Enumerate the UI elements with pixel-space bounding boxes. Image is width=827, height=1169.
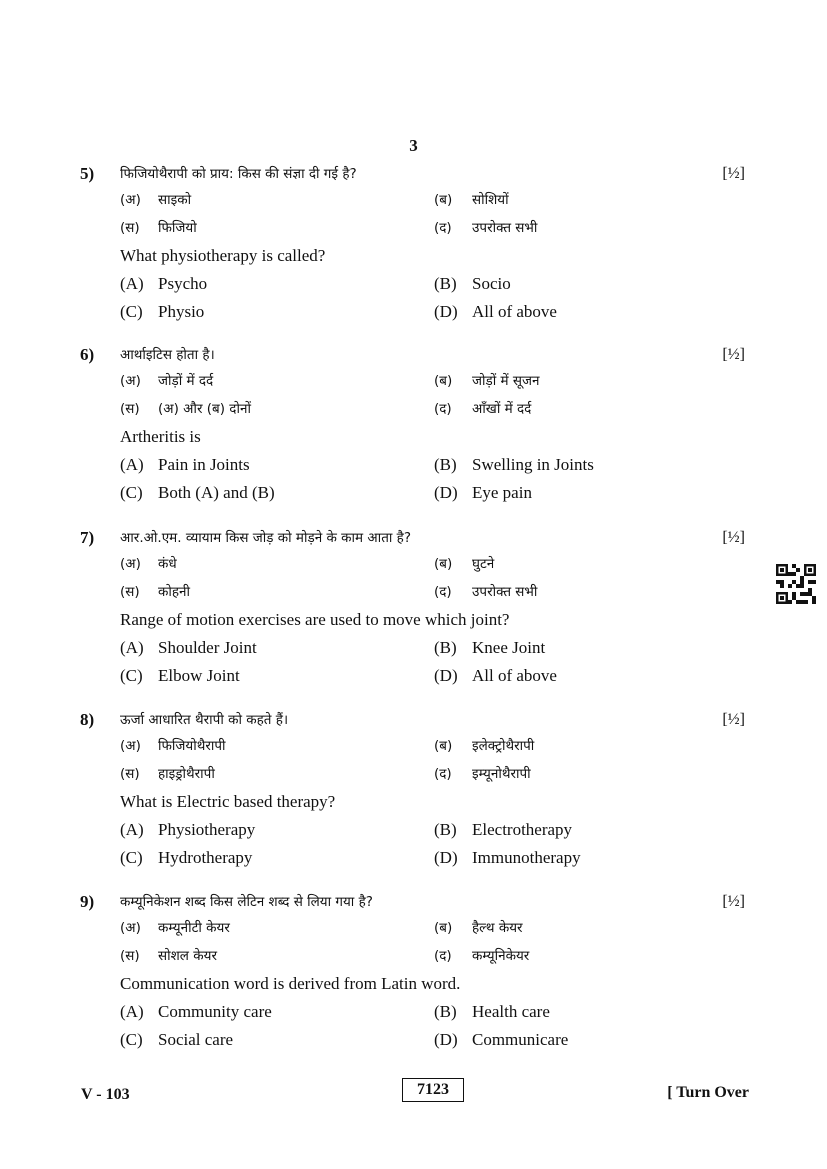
hindi-option: (अ) कम्यूनीटी केयर (120, 920, 230, 936)
english-option: (B) Health care (434, 1002, 550, 1021)
english-option: (A) Community care (120, 1002, 272, 1021)
english-option: (B) Electrotherapy (434, 820, 573, 839)
qr-code-icon (776, 564, 816, 604)
question-number: 7) (80, 528, 95, 547)
question-6 (80, 343, 750, 507)
hindi-option: (अ) फिजियोथैरापी (120, 738, 226, 754)
hindi-option: (द) इम्यूनोथैरापी (434, 766, 531, 782)
question-number: 6) (80, 345, 95, 364)
english-option: (D) Immunotherapy (434, 848, 581, 867)
marks: [½] (722, 346, 745, 363)
english-option: (A) Psycho (120, 274, 208, 293)
hindi-option: (द) कम्यूनिकेयर (434, 948, 530, 964)
marks: [½] (722, 893, 745, 910)
marks: [½] (722, 529, 745, 546)
paper-code: V - 103 (81, 1086, 130, 1103)
hindi-option: (स) कोहनी (120, 584, 191, 600)
serial-code-box: 7123 (402, 1078, 464, 1102)
hindi-option: (अ) कंधे (120, 556, 177, 572)
english-option: (D) Communicare (434, 1030, 569, 1049)
english-option: (C) Physio (120, 302, 205, 321)
english-option: (C) Hydrotherapy (120, 848, 253, 867)
question-number: 5) (80, 164, 95, 183)
hindi-option: (ब) घुटने (434, 556, 495, 572)
hindi-option: (द) आँखों में दर्द (434, 401, 532, 417)
hindi-option: (अ) जोड़ों में दर्द (120, 373, 214, 389)
hindi-option: (द) उपरोक्त सभी (434, 220, 538, 236)
question-number: 8) (80, 710, 95, 729)
question-8 (80, 708, 750, 872)
english-option: (C) Both (A) and (B) (120, 483, 275, 502)
english-option: (B) Swelling in Joints (434, 455, 594, 474)
hindi-question-text: आर्थाइटिस होता है। (120, 347, 215, 363)
english-option: (B) Knee Joint (434, 638, 546, 657)
hindi-option: (ब) सोशियों (434, 192, 509, 208)
english-option: (C) Elbow Joint (120, 666, 240, 685)
english-question-text: Communication word is derived from Latin word. (120, 974, 461, 993)
english-question-text: What physiotherapy is called? (120, 246, 326, 265)
question-9 (80, 890, 750, 1054)
english-option: (D) All of above (434, 302, 557, 321)
hindi-option: (ब) जोड़ों में सूजन (434, 373, 540, 389)
english-option: (A) Pain in Joints (120, 455, 250, 474)
hindi-option: (अ) साइको (120, 192, 192, 208)
page-number: 3 (409, 136, 418, 155)
english-question-text: What is Electric based therapy? (120, 792, 336, 811)
english-option: (C) Social care (120, 1030, 234, 1049)
question-5 (80, 162, 750, 326)
hindi-question-text: फिजियोथैरापी को प्राय: किस की संज्ञा दी गई है? (120, 166, 357, 182)
english-option: (A) Shoulder Joint (120, 638, 257, 657)
english-option: (D) All of above (434, 666, 557, 685)
question-7 (80, 526, 750, 690)
english-option: (B) Socio (434, 274, 511, 293)
hindi-option: (ब) इलेक्ट्रोथैरापी (434, 738, 535, 754)
english-question-text: Range of motion exercises are used to move which joint? (120, 610, 510, 629)
hindi-option: (स) हाइड्रोथैरापी (120, 766, 215, 782)
hindi-question-text: ऊर्जा आधारित थैरापी को कहते हैं। (120, 712, 289, 728)
marks: [½] (722, 711, 745, 728)
english-question-text: Artheritis is (120, 427, 201, 446)
hindi-option: (द) उपरोक्त सभी (434, 584, 538, 600)
hindi-option: (स) सोशल केयर (120, 948, 217, 964)
question-number: 9) (80, 892, 95, 911)
hindi-option: (स) फिजियो (120, 220, 197, 236)
hindi-option: (ब) हैल्थ केयर (434, 920, 523, 936)
turn-over-label: [ Turn Over (667, 1084, 749, 1101)
hindi-option: (स) (अ) और (ब) दोनों (120, 401, 251, 417)
english-option: (A) Physiotherapy (120, 820, 256, 839)
hindi-question-text: आर.ओ.एम. व्यायाम किस जोड़ को मोड़ने के काम आता है? (120, 530, 412, 546)
hindi-question-text: कम्यूनिकेशन शब्द किस लेटिन शब्द से लिया गया है? (120, 894, 373, 910)
marks: [½] (722, 165, 745, 182)
english-option: (D) Eye pain (434, 483, 532, 502)
